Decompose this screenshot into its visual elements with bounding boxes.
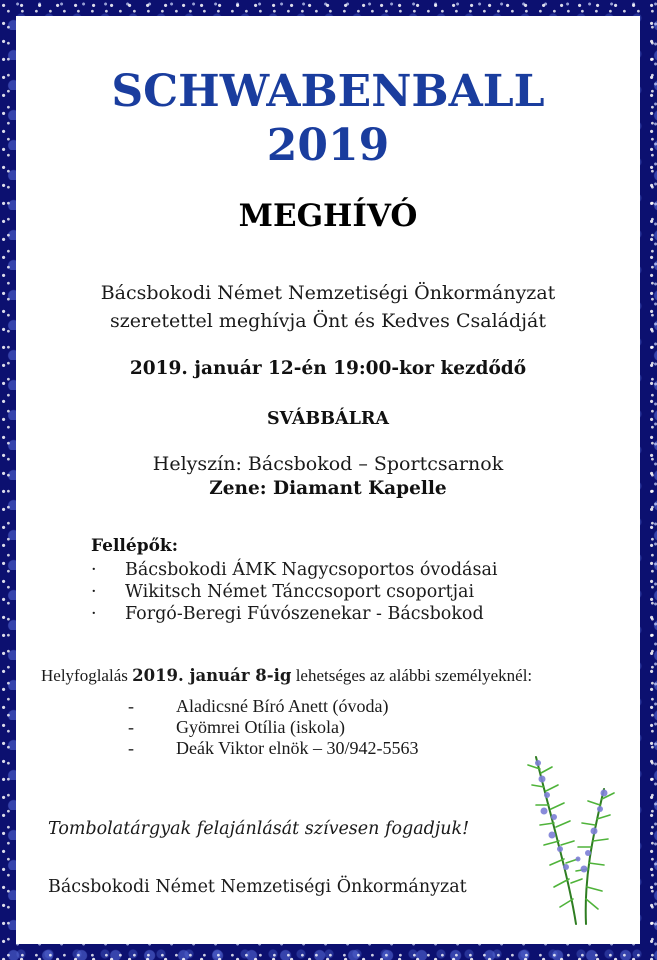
performers-heading: Fellépők: xyxy=(91,536,178,556)
bullet-icon: · xyxy=(91,604,97,624)
contact-name: Aladicsné Bíró Anett (óvoda) xyxy=(176,696,389,716)
dash-bullet-icon: - xyxy=(128,738,134,758)
intro-line-2: szeretettel meghívja Önt és Kedves Családját xyxy=(110,310,546,332)
performer-name: Wikitsch Német Tánccsoport csoportjai xyxy=(125,582,475,602)
raffle-note: Tombolatárgyak felajánlását szívesen fogadjuk! xyxy=(48,819,470,839)
performer-name: Forgó-Beregi Fúvószenekar - Bácsbokod xyxy=(125,604,484,624)
rosemary-sprig-image xyxy=(514,749,626,931)
event-venue: Helyszín: Bácsbokod – Sportcsarnok xyxy=(152,453,504,475)
contact-item xyxy=(128,717,345,738)
signature: Bácsbokodi Német Nemzetiségi Önkormányzat xyxy=(48,877,467,897)
reservation-deadline: 2019. január 8-ig xyxy=(132,666,292,685)
event-name: SVÁBBÁLRA xyxy=(266,409,390,429)
dash-bullet-icon: - xyxy=(128,717,134,737)
contact-name: Gyömrei Otília (iskola) xyxy=(176,717,345,737)
event-music: Zene: Diamant Kapelle xyxy=(209,478,447,499)
reservation-note xyxy=(41,666,532,686)
performer-item xyxy=(91,560,497,580)
invitation-page xyxy=(16,16,640,944)
bullet-icon: · xyxy=(91,560,97,580)
flower xyxy=(535,760,541,766)
event-title: SCHWABENBALL xyxy=(111,66,545,117)
contact-item xyxy=(128,738,419,759)
reservation-prefix: Helyfoglalás xyxy=(41,666,133,685)
contact-item xyxy=(128,696,388,717)
reservation-suffix: lehetséges az alábbi személyeknél: xyxy=(291,666,533,685)
performer-item xyxy=(91,582,474,602)
event-date: 2019. január 12-én 19:00-kor kezdődő xyxy=(129,358,527,379)
performer-item xyxy=(91,604,484,624)
event-year: 2019 xyxy=(266,120,390,171)
contact-name: Deák Viktor elnök – 30/942-5563 xyxy=(176,738,419,758)
bullet-icon: · xyxy=(91,582,97,602)
performer-name: Bácsbokodi ÁMK Nagycsoportos óvodásai xyxy=(125,560,498,580)
dash-bullet-icon: - xyxy=(128,696,134,716)
intro-line-1: Bácsbokodi Német Nemzetiségi Önkormányzat xyxy=(100,282,556,304)
invitation-heading: MEGHÍVÓ xyxy=(238,198,418,234)
